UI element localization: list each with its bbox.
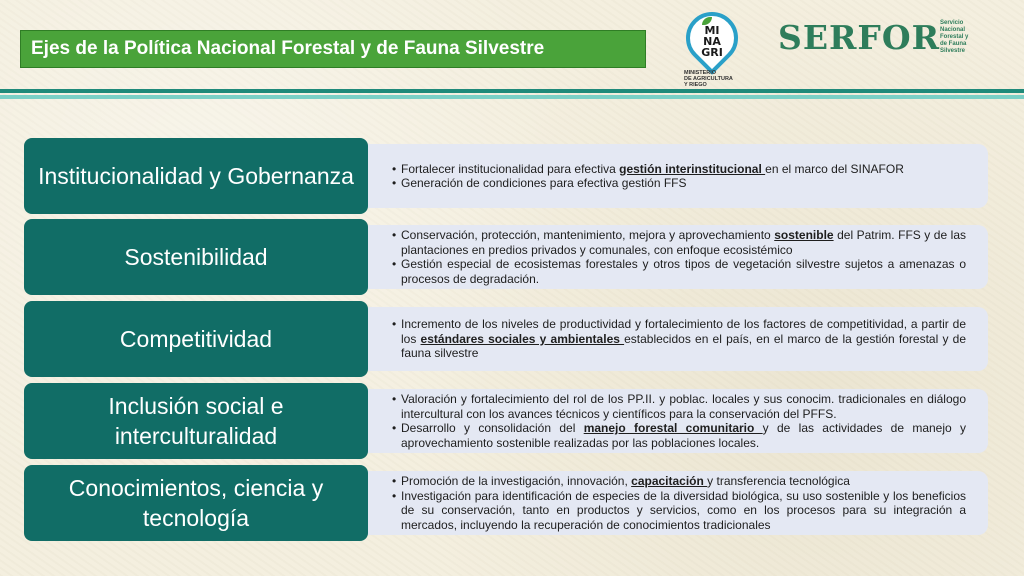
serfor-subtitle-line: de Fauna — [940, 41, 967, 47]
bullet-icon: • — [392, 392, 397, 406]
axis-row — [24, 301, 988, 377]
bullet-text: Gestión especial de ecosistemas forestales y otros tipos de vegetación silvestre sujetos a amenazas o procesos de degradación. — [401, 257, 966, 286]
bullet-icon: • — [392, 317, 397, 332]
bullet-icon: • — [392, 161, 397, 176]
bullet-text: Conservación, protección, mantenimiento, mejora y aprovechamiento sostenible del Patrim. FFS y de las plantaciones en predios privados y comunales, con enfoque ecosistémico — [401, 228, 967, 257]
bullet-text: Investigación para identificación de especies de la diversidad biológica, su uso sostenible y los beneficios de su conservación, tanto en productos y servicios, como en los procesos para su integración a mercados, incluyendo la recuperación de conocimientos tradicionales — [401, 488, 966, 532]
bullet-item — [392, 317, 966, 361]
bullet-text: Promoción de la investigación, innovación, capacitación y transferencia tecnológica — [401, 474, 850, 488]
bullet-item — [392, 392, 966, 421]
minagri-logo-line3: GRI — [701, 45, 723, 59]
bullet-item — [392, 421, 966, 450]
minagri-logo-line1: MI — [704, 23, 720, 37]
axis-description — [344, 307, 988, 371]
axis-row — [24, 219, 988, 295]
bullet-icon: • — [392, 474, 397, 488]
bullet-item — [392, 228, 966, 257]
minagri-caption — [684, 70, 764, 88]
bullet-icon: • — [392, 176, 397, 190]
axis-row — [24, 138, 988, 214]
bullet-item — [392, 474, 966, 489]
minagri-caption-line: Y RIEGO — [684, 82, 707, 88]
minagri-logo-line2: NA — [703, 34, 721, 48]
page-title: Ejes de la Política Nacional Forestal y de Fauna Silvestre — [31, 38, 545, 59]
serfor-subtitle-line: Forestal y — [940, 34, 969, 40]
axis-label: Competitividad — [24, 301, 368, 377]
bullet-icon: • — [392, 228, 397, 242]
header-divider-light — [0, 95, 1024, 99]
minagri-caption-line: DE AGRICULTURA — [684, 76, 733, 82]
bullet-icon: • — [392, 488, 397, 503]
bullet-item — [392, 162, 966, 177]
serfor-logo — [778, 18, 978, 57]
bullet-text: Valoración y fortalecimiento del rol de los PP.II. y poblac. locales y sus conocim. tradicionales en diálogo intercultural con los avances técnicos y científicos para la conservación del PFFS. — [401, 392, 966, 421]
title-bar — [20, 30, 646, 68]
bullet-item — [392, 176, 966, 191]
header-divider — [0, 89, 1024, 93]
bullet-text: Desarrollo y consolidación del manejo forestal comunitario y de las actividades de manejo y aprovechamiento sostenible realizadas por las poblaciones locales. — [401, 421, 966, 450]
axis-label: Institucionalidad y Gobernanza — [24, 138, 368, 214]
axis-description — [344, 389, 988, 453]
minagri-logo — [684, 12, 764, 86]
serfor-subtitle — [940, 20, 968, 55]
axis-row — [24, 383, 988, 459]
axis-label: Sostenibilidad — [24, 219, 368, 295]
bullet-text: Incremento de los niveles de productividad y fortalecimiento de los factores de competitividad, a partir de los estándares sociales y ambientales establecidos en el país, en el marco de la gestión forestal y de fauna silvestre — [401, 317, 966, 361]
axis-description — [344, 144, 988, 208]
axis-description — [344, 471, 988, 535]
serfor-subtitle-line: Silvestre — [940, 48, 966, 54]
axis-label: Conocimientos, ciencia y tecnología — [24, 465, 368, 541]
serfor-subtitle-line: Nacional — [940, 27, 966, 33]
bullet-icon: • — [392, 257, 397, 271]
minagri-caption-line: MINISTERIO — [684, 70, 717, 76]
bullet-item — [392, 257, 966, 286]
serfor-subtitle-line: Servicio — [940, 20, 964, 26]
axis-label: Inclusión social e interculturalidad — [24, 383, 368, 459]
bullet-text: Generación de condiciones para efectiva gestión FFS — [401, 176, 687, 190]
serfor-wordmark: SERFOR — [778, 18, 941, 57]
axis-description — [344, 225, 988, 289]
bullet-icon: • — [392, 421, 397, 435]
axis-row — [24, 465, 988, 541]
bullet-text: Fortalecer institucionalidad para efectiva gestión interinstitucional en el marco del SINAFOR — [401, 161, 904, 176]
bullet-item — [392, 489, 966, 533]
